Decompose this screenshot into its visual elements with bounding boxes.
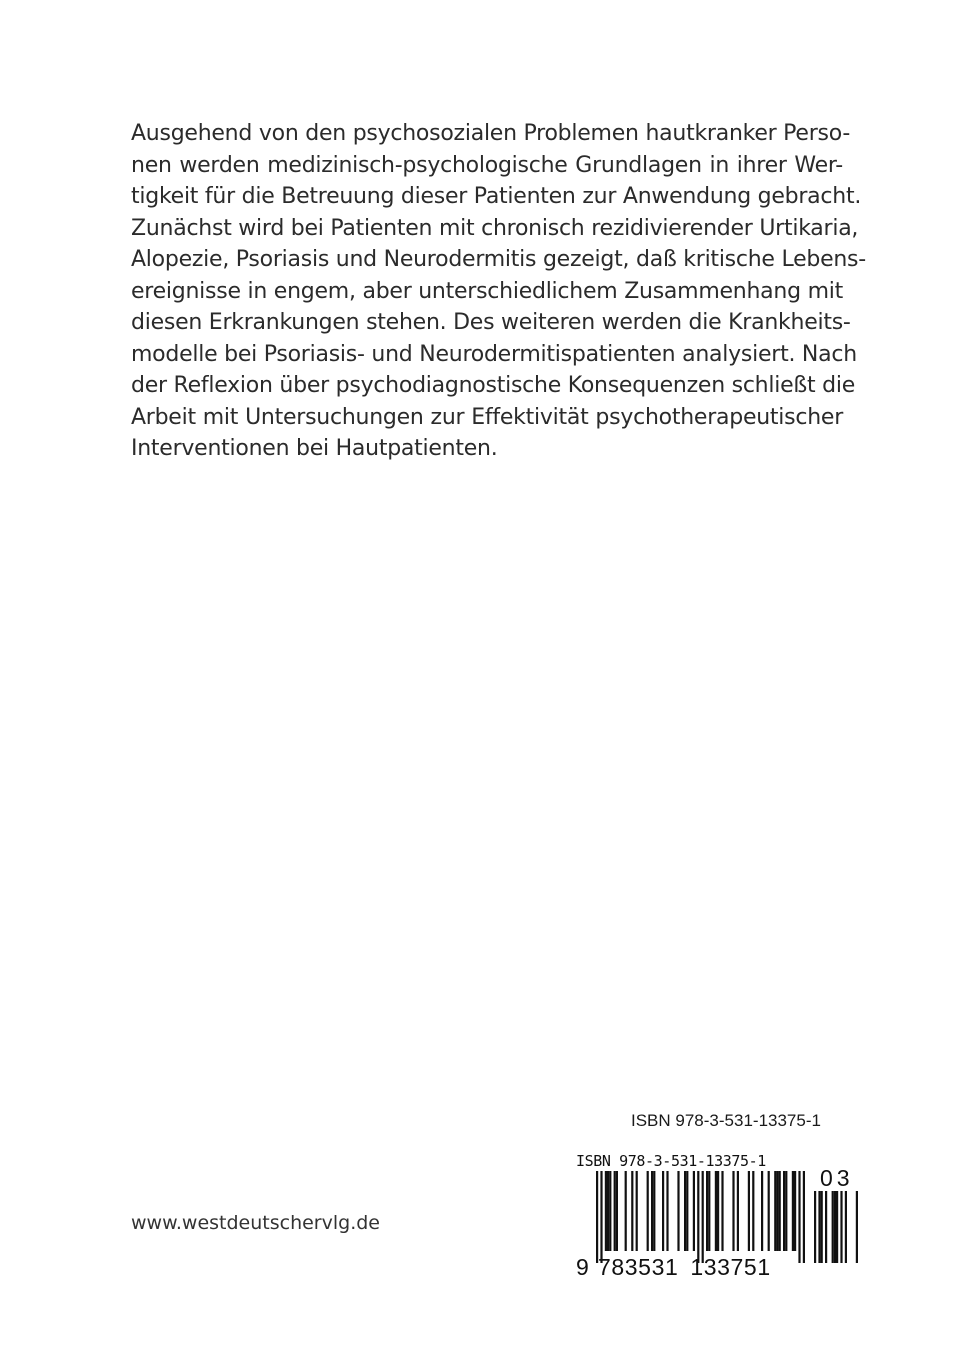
barcode-addon-bar: [818, 1191, 820, 1263]
barcode-bar: [702, 1171, 704, 1263]
blurb-line: Interventionen bei Hautpatienten.: [131, 436, 498, 461]
barcode-addon-bar: [832, 1191, 834, 1263]
barcode-bar: [636, 1171, 638, 1251]
barcode-bar: [625, 1171, 627, 1251]
barcode-bar: [677, 1171, 679, 1251]
barcode-bar: [616, 1171, 618, 1251]
barcode-bar: [647, 1171, 649, 1251]
blurb-line: diesen Erkrankungen stehen. Des weiteren werden die Krankheits-: [131, 310, 851, 335]
blurb-line: Arbeit mit Untersuchungen zur Effektivität psychotherapeutischer: [131, 404, 843, 430]
barcode-bar: [600, 1171, 602, 1263]
barcode-bar: [798, 1171, 800, 1263]
barcode-addon-bar: [856, 1191, 858, 1263]
barcode-bar: [768, 1171, 770, 1251]
barcode-bar: [609, 1171, 611, 1251]
blurb-line: der Reflexion über psychodiagnostische Konsequenzen schließt die: [131, 373, 855, 398]
blurb-line: tigkeit für die Betreuung dieser Patienten zur Anwendung gebracht.: [131, 184, 862, 209]
barcode-bar: [737, 1171, 739, 1251]
barcode-bar: [596, 1171, 598, 1263]
barcode-bar: [706, 1171, 708, 1251]
barcode-isbn-text: ISBN 978-3-531-13375-1: [576, 1152, 766, 1170]
barcode-bar: [605, 1171, 607, 1251]
barcode-addon-bar: [821, 1191, 823, 1263]
barcode-bar: [631, 1171, 633, 1251]
barcode-bar: [614, 1171, 616, 1251]
barcode-bar: [686, 1171, 688, 1251]
barcode-addon-bar: [825, 1191, 827, 1263]
barcode-bar: [779, 1171, 781, 1251]
back-cover-blurb: [131, 118, 866, 465]
barcode-bar: [774, 1171, 776, 1251]
isbn-label: ISBN 978-3-531-13375-1: [631, 1111, 821, 1130]
barcode-bar: [662, 1171, 664, 1251]
barcode-lead-digit: 9: [576, 1254, 589, 1280]
barcode-bar: [732, 1171, 734, 1251]
blurb-line: Zunächst wird bei Patienten mit chronisch rezidivierender Urtikaria,: [131, 215, 859, 241]
barcode-addon-bar: [834, 1191, 836, 1263]
barcode-bar: [803, 1171, 805, 1263]
barcode-bar: [697, 1171, 699, 1263]
blurb-line: Alopezie, Psoriasis und Neurodermitis gezeigt, daß kritische Lebens-: [131, 247, 866, 272]
barcode-bar: [684, 1171, 686, 1251]
blurb-line: modelle bei Psoriasis- und Neurodermitispatienten analysiert. Nach: [131, 341, 857, 367]
barcode-addon-bar: [845, 1191, 847, 1263]
blurb-line: ereignisse in engem, aber unterschiedlichem Zusammenhang mit: [131, 278, 843, 304]
barcode-bar: [761, 1171, 763, 1251]
barcode-addon-bar: [840, 1191, 842, 1263]
barcode-bar: [708, 1171, 710, 1251]
publisher-website: www.westdeutschervlg.de: [131, 1212, 380, 1234]
barcode-digit-group: 133751: [690, 1254, 771, 1280]
barcode-digit-group: 783531: [598, 1254, 679, 1280]
barcode-bar: [776, 1171, 778, 1251]
barcode-addon-bar: [814, 1191, 816, 1263]
barcode-addon-bar: [836, 1191, 838, 1263]
barcode-bar: [752, 1171, 754, 1251]
barcode-bar: [748, 1171, 750, 1251]
barcode-bar: [794, 1171, 796, 1251]
barcode-addon-digits: 03: [820, 1165, 854, 1191]
barcode-bar: [792, 1171, 794, 1251]
barcode-bar: [693, 1171, 695, 1251]
blurb-line: nen werden medizinisch-psychologische Grundlagen in ihrer Wer-: [131, 152, 843, 178]
barcode-digits: [576, 1254, 771, 1281]
barcode-bar: [651, 1171, 653, 1251]
barcode: [572, 1149, 862, 1289]
barcode-bar: [715, 1171, 717, 1251]
barcode-bar: [607, 1171, 609, 1251]
barcode-bar: [653, 1171, 655, 1251]
barcode-bar: [721, 1171, 723, 1251]
barcode-bar: [785, 1171, 787, 1251]
barcode-bar: [783, 1171, 785, 1251]
barcode-bar: [717, 1171, 719, 1251]
blurb-line: Ausgehend von den psychosozialen Problemen hautkranker Perso-: [131, 121, 851, 146]
barcode-bar: [666, 1171, 668, 1251]
